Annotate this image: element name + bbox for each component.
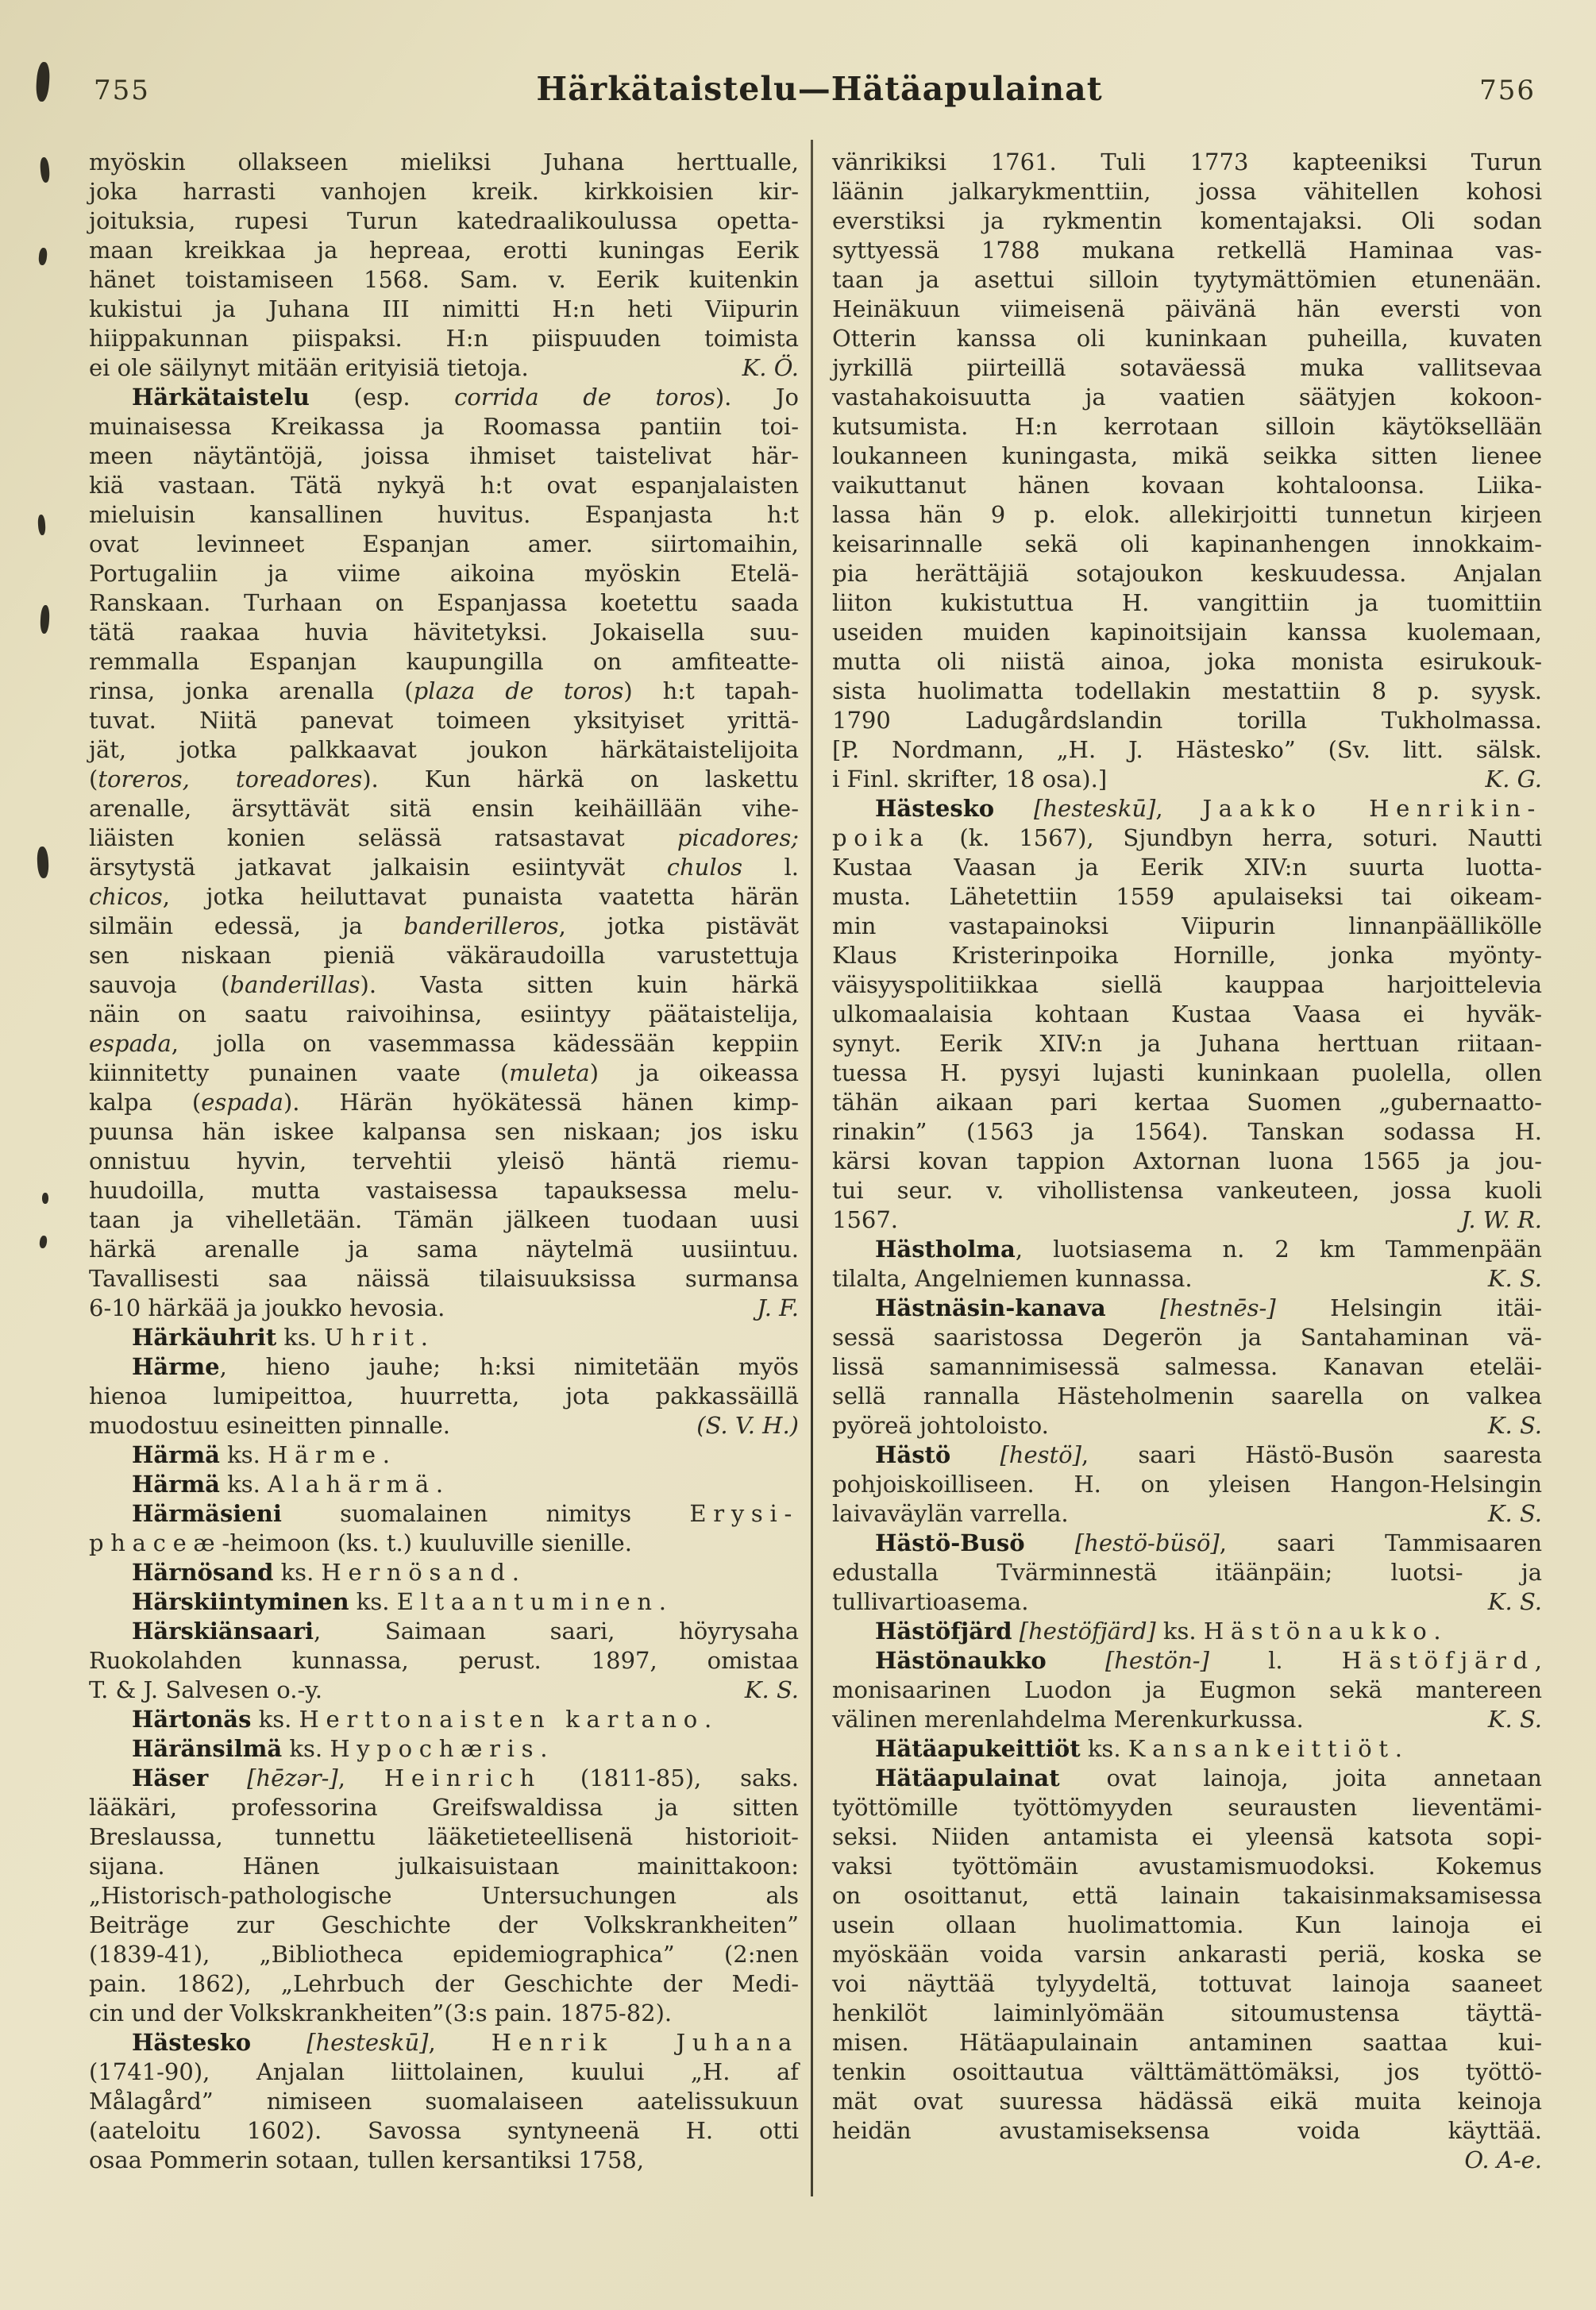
text-line: i Finl. skrifter, 18 osa).] K. G. xyxy=(832,766,1542,792)
text-line: ulkomaalaisia kohtaan Kustaa Vaasa ei hyväk- xyxy=(832,1001,1542,1028)
text-line: (1741-90), Anjalan liittolainen, kuului „H. af xyxy=(89,2058,799,2085)
text-line: phaceæ-heimoon (ks. t.) kuuluville sienille. xyxy=(89,1529,632,1556)
scan-artifact xyxy=(39,1235,48,1248)
text-line: Härtonäs ks. Herttonaisten kartano. xyxy=(132,1706,712,1733)
text-line: kukistui ja Juhana III nimitti H:n heti Viipurin xyxy=(89,295,799,322)
entry-paragraph xyxy=(89,1617,799,1705)
text-line: tuvat. Niitä panevat toimeen yksityiset yrittä- xyxy=(89,707,799,734)
entry-paragraph xyxy=(89,383,799,1323)
text-line: sista huolimatta todellakin mestattiin 8 p. syysk. xyxy=(832,677,1542,704)
text-line: työttömille työttömyyden seurausten lieventämi- xyxy=(832,1794,1542,1821)
text-line: liäisten konien selässä ratsastavat picadores; xyxy=(89,824,799,851)
scan-artifact xyxy=(38,248,48,266)
text-line: „Historisch-pathologische Untersuchungen als xyxy=(89,1882,799,1909)
text-line: tenkin osoittautua välttämättömäksi, jos työttö- xyxy=(832,2058,1542,2085)
text-line: kalpa (espada). Härän hyökätessä hänen kimp- xyxy=(89,1089,799,1116)
text-line: ärsytystä jatkavat jalkaisin esiintyvät chulos l. xyxy=(89,854,799,881)
text-line: vaikuttanut hänen kovaan kohtaloonsa. Liika- xyxy=(832,472,1542,499)
scan-artifact xyxy=(37,846,49,879)
entry-paragraph xyxy=(89,1352,799,1440)
text-line: (1839-41), „Bibliotheca epidemiographica” (2:nen xyxy=(89,1941,799,1968)
text-line: hänet toistamiseen 1568. Sam. v. Eerik kuitenkin xyxy=(89,266,799,293)
text-line: pia herättäjiä sotajoukon keskuudessa. Anjalan xyxy=(832,560,1542,587)
text-line: rinakin” (1563 ja 1564). Tanskan sodassa H. xyxy=(832,1118,1542,1145)
text-line: kärsi kovan tappion Axtornan luona 1565 ja jou- xyxy=(832,1147,1542,1174)
text-line: joka harrasti vanhojen kreik. kirkkoisien kir- xyxy=(89,178,799,205)
text-line: muodostuu esineitten pinnalle. (S. V. H.) xyxy=(89,1412,799,1439)
text-line: Härme, hieno jauhe; h:ksi nimitetään myös xyxy=(132,1353,799,1380)
text-line: misen. Hätäapulainain antaminen saattaa kui- xyxy=(832,2029,1542,2056)
text-line: Tavallisesti saa näissä tilaisuuksissa surmansa xyxy=(89,1265,799,1292)
text-line: tätä raakaa huvia hävitetyksi. Jokaisella suu- xyxy=(89,619,799,646)
text-line: Målagård” nimiseen suomalaiseen aatelissukuun xyxy=(89,2088,799,2115)
text-line: maan kreikkaa ja hepreaa, erotti kuningas Eerik xyxy=(89,237,799,264)
text-line: mät ovat suuressa hädässä eikä muita keinoja xyxy=(832,2088,1542,2115)
text-line: Härmä ks. Alahärmä. xyxy=(132,1471,444,1498)
text-line: tullivartioasema. K. S. xyxy=(832,1588,1542,1615)
entry-paragraph xyxy=(89,148,799,383)
text-line: Hästö [hestö], saari Hästö-Busön saaresta xyxy=(875,1441,1542,1468)
text-line: myöskin ollakseen mieliksi Juhana herttualle, xyxy=(89,148,799,175)
text-line: tilalta, Angelniemen kunnassa. K. S. xyxy=(832,1265,1542,1292)
text-line: Härkäuhrit ks. Uhrit. xyxy=(132,1324,428,1351)
text-line: sauvoja (banderillas). Vasta sitten kuin härkä xyxy=(89,971,800,998)
text-line: pohjoiskoilliseen. H. on yleisen Hangon-Helsingin xyxy=(832,1471,1542,1498)
text-line: useiden muiden kapinoitsijain kanssa kuolemaan, xyxy=(832,619,1542,646)
scan-artifact xyxy=(42,1193,48,1204)
text-line: Hästönaukko [hestön-] l. Hästöfjärd, xyxy=(875,1647,1542,1674)
text-line: Hästesko [hesteskū], Henrik Juhana xyxy=(132,2029,799,2056)
text-line: taan ja asettui silloin tyytymättömien etunenään. xyxy=(832,266,1542,293)
text-line: tui seur. v. vihollistensa vankeuteen, jossa kuoli xyxy=(832,1177,1542,1204)
right-page-number: 756 xyxy=(1479,75,1536,106)
text-line: Breslaussa, tunnettu lääketieteellisenä historioit- xyxy=(89,1823,799,1850)
text-line: lääkäri, professorina Greifswaldissa ja sitten xyxy=(89,1794,799,1821)
entry-paragraph xyxy=(89,1470,799,1499)
text-line: Ruokolahden kunnassa, perust. 1897, omistaa xyxy=(89,1647,799,1674)
text-line: remmalla Espanjan kaupungilla on amfiteatte- xyxy=(89,648,799,675)
text-line: puunsa hän iskee kalpansa sen niskaan; jos isku xyxy=(89,1118,799,1145)
text-line: Härnösand ks. Hernösand. xyxy=(132,1559,519,1586)
scan-artifact xyxy=(40,157,51,183)
text-line: osaa Pommerin sotaan, tullen kersantiksi 1758, xyxy=(89,2146,645,2173)
text-line: min vastapainoksi Viipurin linnanpäällikölle xyxy=(832,912,1542,939)
text-line: laivaväylän varrella. K. S. xyxy=(832,1500,1542,1527)
entry-paragraph xyxy=(832,1646,1542,1734)
text-line: henkilöt laiminlyömään sitoumustensa täyttä- xyxy=(832,2000,1542,2027)
text-line: (aateloitu 1602). Savossa syntyneenä H. otti xyxy=(89,2117,799,2144)
text-line: välinen merenlahdelma Merenkurkussa. K. S. xyxy=(832,1706,1542,1733)
text-line: vänrikiksi 1761. Tuli 1773 kapteeniksi Turun xyxy=(832,148,1542,175)
text-line: vastahakoisuutta ja vaatien säätyjen kokoon- xyxy=(832,384,1542,411)
scan-artifact xyxy=(40,605,50,634)
text-line: hiippakunnan piispaksi. H:n piispuuden toimista xyxy=(89,325,799,352)
text-line: Hätäapulainat ovat lainoja, joita annetaan xyxy=(875,1764,1542,1791)
left-page-number: 755 xyxy=(94,75,150,106)
text-line: pain. 1862), „Lehrbuch der Geschichte der Medi- xyxy=(89,1970,799,1997)
text-line: Heinäkuun viimeisenä päivänä hän eversti von xyxy=(832,295,1542,322)
entry-paragraph xyxy=(89,1587,799,1617)
text-line: usein ollaan huolimattomia. Kun lainoja ei xyxy=(832,1911,1542,1938)
page-header xyxy=(0,70,1596,111)
text-line: härkä arenalle ja sama näytelmä uusiintuu. xyxy=(89,1236,799,1263)
text-line: myöskään voida varsin ankarasti periä, koska se xyxy=(832,1941,1542,1968)
text-line: heidän avustamiseksensa voida käyttää. xyxy=(832,2117,1542,2144)
text-line: monisaarinen Luodon ja Eugmon sekä mantereen xyxy=(832,1676,1542,1703)
text-line: sen niskaan pieniä väkäraudoilla varustettuja xyxy=(89,942,799,969)
entry-paragraph xyxy=(832,1440,1542,1529)
text-line: 1567. J. W. R. xyxy=(832,1206,1542,1233)
text-line: rinsa, jonka arenalla (plaza de toros) h:t tapah- xyxy=(89,677,799,704)
text-line: kiinnitetty punainen vaate (muleta) ja oikeassa xyxy=(89,1059,799,1086)
text-line: Portugaliin ja viime aikoina myöskin Etelä- xyxy=(89,560,799,587)
text-line: Hästesko [hesteskū], Jaakko Henrikin- xyxy=(875,795,1542,822)
text-line: Härkätaistelu (esp. corrida de toros). Jo xyxy=(132,384,800,411)
text-line: Kustaa Vaasan ja Eerik XIV:n suurta luotta- xyxy=(832,854,1542,881)
text-line: lassa hän 9 p. elok. allekirjoitti tunnetun kirjeen xyxy=(832,501,1542,528)
text-line: mutta oli niistä ainoa, joka monista esirukouk- xyxy=(832,648,1542,675)
text-line: synyt. Eerik XIV:n ja Juhana herttuan riitaan- xyxy=(832,1030,1542,1057)
text-line: Häser [hēzər-], Heinrich (1811-85), saks. xyxy=(132,1764,799,1791)
entry-paragraph xyxy=(89,2028,799,2175)
entry-paragraph xyxy=(832,1617,1542,1646)
text-line: 1790 Ladugårdslandin torilla Tukholmassa. xyxy=(832,707,1542,734)
text-line: seksi. Niiden antamista ei yleensä katsota sopi- xyxy=(832,1823,1542,1850)
text-line: Häränsilmä ks. Hypochæris. xyxy=(132,1735,548,1762)
text-line: Hästholma, luotsiasema n. 2 km Tammenpään xyxy=(875,1236,1542,1263)
text-line: on osoittanut, että lainain takaisinmaksamisessa xyxy=(832,1882,1542,1909)
text-line: jyrkillä piirteillä sotaväessä muka vallitsevaa xyxy=(832,354,1542,381)
text-line: 6-10 härkää ja joukko hevosia. J. F. xyxy=(89,1294,799,1321)
entry-paragraph xyxy=(89,1558,799,1587)
scan-artifact xyxy=(37,515,46,536)
text-line: Hästöfjärd [hestöfjärd] ks. Hästönaukko. xyxy=(875,1618,1441,1645)
text-line: kutsumista. H:n kerrotaan silloin käytöksellään xyxy=(832,413,1542,440)
text-line: Härmä ks. Härme. xyxy=(132,1441,390,1468)
text-line: sijana. Hänen julkaisuistaan mainittakoon: xyxy=(89,1853,799,1880)
text-line: arenalle, ärsyttävät sitä ensin keihäillään vihe- xyxy=(89,795,799,822)
text-line: loukanneen kuningasta, mikä seikka sitten lienee xyxy=(832,442,1542,469)
page-title: Härkätaistelu—Hätäapulainat xyxy=(536,70,1103,108)
entry-paragraph xyxy=(89,1323,799,1352)
text-line: tähän aikaan pari kertaa Suomen „gubernaatto- xyxy=(832,1089,1542,1116)
text-line: syttyessä 1788 mukana retkellä Haminaa vas- xyxy=(832,237,1542,264)
text-line: meen näytäntöjä, joissa ihmiset taistelivat här- xyxy=(89,442,799,469)
text-line: hienoa lumipeittoa, huurretta, jota pakkassäillä xyxy=(89,1383,799,1410)
right-text-column xyxy=(832,148,1542,2175)
entry-paragraph xyxy=(89,1499,799,1558)
text-line: poika (k. 1567), Sjundbyn herra, soturi. Nautti xyxy=(832,824,1542,851)
entry-paragraph xyxy=(89,1440,799,1470)
text-line: Otterin kanssa oli kuninkaan puheilla, kuvaten xyxy=(832,325,1542,352)
text-line: O. A-e. xyxy=(1464,2146,1542,2173)
text-line: taan ja vihelletään. Tämän jälkeen tuodaan uusi xyxy=(89,1206,799,1233)
text-line: väisyyspolitiikkaa siellä kauppaa harjoittelevia xyxy=(832,971,1542,998)
text-line: keisarinnalle sekä oli kapinanhengen innokkaim- xyxy=(832,530,1542,557)
text-line: Härskiänsaari, Saimaan saari, höyrysaha xyxy=(132,1618,799,1645)
text-line: chicos, jotka heiluttavat punaista vaatetta härän xyxy=(89,883,799,910)
text-line: (toreros, toreadores). Kun härkä on laskettu xyxy=(89,766,799,792)
text-line: Ranskaan. Turhaan on Espanjassa koetettu saada xyxy=(89,589,799,616)
text-line: Hästnäsin-kanava [hestnēs-] Helsingin itäi- xyxy=(875,1294,1542,1321)
text-line: sessä saaristossa Degerön ja Santahaminan vä- xyxy=(832,1324,1542,1351)
text-line: everstiksi ja rykmentin komentajaksi. Oli sodan xyxy=(832,207,1542,234)
text-line: huudoilla, mutta vastaisessa tapauksessa melu- xyxy=(89,1177,799,1204)
text-line: näin on saatu raivoihinsa, esiintyy päätaistelija, xyxy=(89,1001,799,1028)
text-line: tuessa H. pysyi lujasti kuninkaan puolella, ollen xyxy=(832,1059,1542,1086)
text-line: vaksi työttömäin avustamismuodoksi. Kokemus xyxy=(832,1853,1542,1880)
entry-paragraph xyxy=(832,1734,1542,1764)
text-line: musta. Lähetettiin 1559 apulaiseksi tai oikeam- xyxy=(832,883,1542,910)
text-line: silmäin edessä, ja banderilleros, jotka pistävät xyxy=(89,912,799,939)
text-line: sellä rannalla Hästeholmenin saarella on valkea xyxy=(832,1383,1542,1410)
entry-paragraph xyxy=(832,794,1542,1235)
text-line: jät, jotka palkkaavat joukon härkätaistelijoita xyxy=(89,736,799,763)
text-line: Hätäapukeittiöt ks. Kansankeittiöt. xyxy=(875,1735,1402,1762)
text-line: pyöreä johtoloisto. K. S. xyxy=(832,1412,1542,1439)
text-line: edustalla Tvärminnestä itäänpäin; luotsi- ja xyxy=(832,1559,1542,1586)
entry-paragraph xyxy=(832,1764,1542,2175)
text-line: mieluisin kansallinen huvitus. Espanjasta h:t xyxy=(89,501,799,528)
entry-paragraph xyxy=(832,148,1542,794)
text-line: [P. Nordmann, „H. J. Hästesko” (Sv. litt. sälsk. xyxy=(832,736,1542,763)
text-line: espada, jolla on vasemmassa kädessään keppiin xyxy=(89,1030,799,1057)
text-line: ovat levinneet Espanjan amer. siirtomaihin, xyxy=(89,530,799,557)
text-line: ei ole säilynyt mitään erityisiä tietoja. K. Ö. xyxy=(89,354,799,381)
text-line: läänin jalkarykmenttiin, jossa vähitellen kohosi xyxy=(832,178,1542,205)
text-line: Härmäsieni suomalainen nimitys Erysi- xyxy=(132,1500,799,1527)
text-line: T. & J. Salvesen o.-y. K. S. xyxy=(89,1676,799,1703)
entry-paragraph xyxy=(832,1294,1542,1440)
column-divider-rule xyxy=(811,140,813,2196)
left-text-column xyxy=(89,148,799,2175)
text-line: Hästö-Busö [hestö-büsö], saari Tammisaaren xyxy=(875,1529,1542,1556)
text-line: Härskiintyminen ks. Eltaantuminen. xyxy=(132,1588,666,1615)
text-line: voi näyttää tylyydeltä, tottuvat lainoja saaneet xyxy=(832,1970,1542,1997)
entry-paragraph xyxy=(832,1529,1542,1617)
text-line: Klaus Kristerinpoika Hornille, jonka myönty- xyxy=(832,942,1542,969)
text-line: liiton kukistuttua H. vangittiin ja tuomittiin xyxy=(832,589,1542,616)
text-line: kiä vastaan. Tätä nykyä h:t ovat espanjalaisten xyxy=(89,472,799,499)
entry-paragraph xyxy=(832,1235,1542,1294)
text-line: lissä samannimisessä salmessa. Kanavan eteläi- xyxy=(832,1353,1542,1380)
entry-paragraph xyxy=(89,1764,799,2028)
text-line: joituksia, rupesi Turun katedraalikoulussa opetta- xyxy=(89,207,799,234)
text-line: onnistuu hyvin, tervehtii yleisö häntä riemu- xyxy=(89,1147,799,1174)
entry-paragraph xyxy=(89,1705,799,1734)
text-line: cin und der Volkskrankheiten”(3:s pain. 1875-82). xyxy=(89,2000,673,2027)
text-line: Beiträge zur Geschichte der Volkskrankheiten” xyxy=(89,1911,799,1938)
text-line: muinaisessa Kreikassa ja Roomassa pantiin toi- xyxy=(89,413,799,440)
entry-paragraph xyxy=(89,1734,799,1764)
